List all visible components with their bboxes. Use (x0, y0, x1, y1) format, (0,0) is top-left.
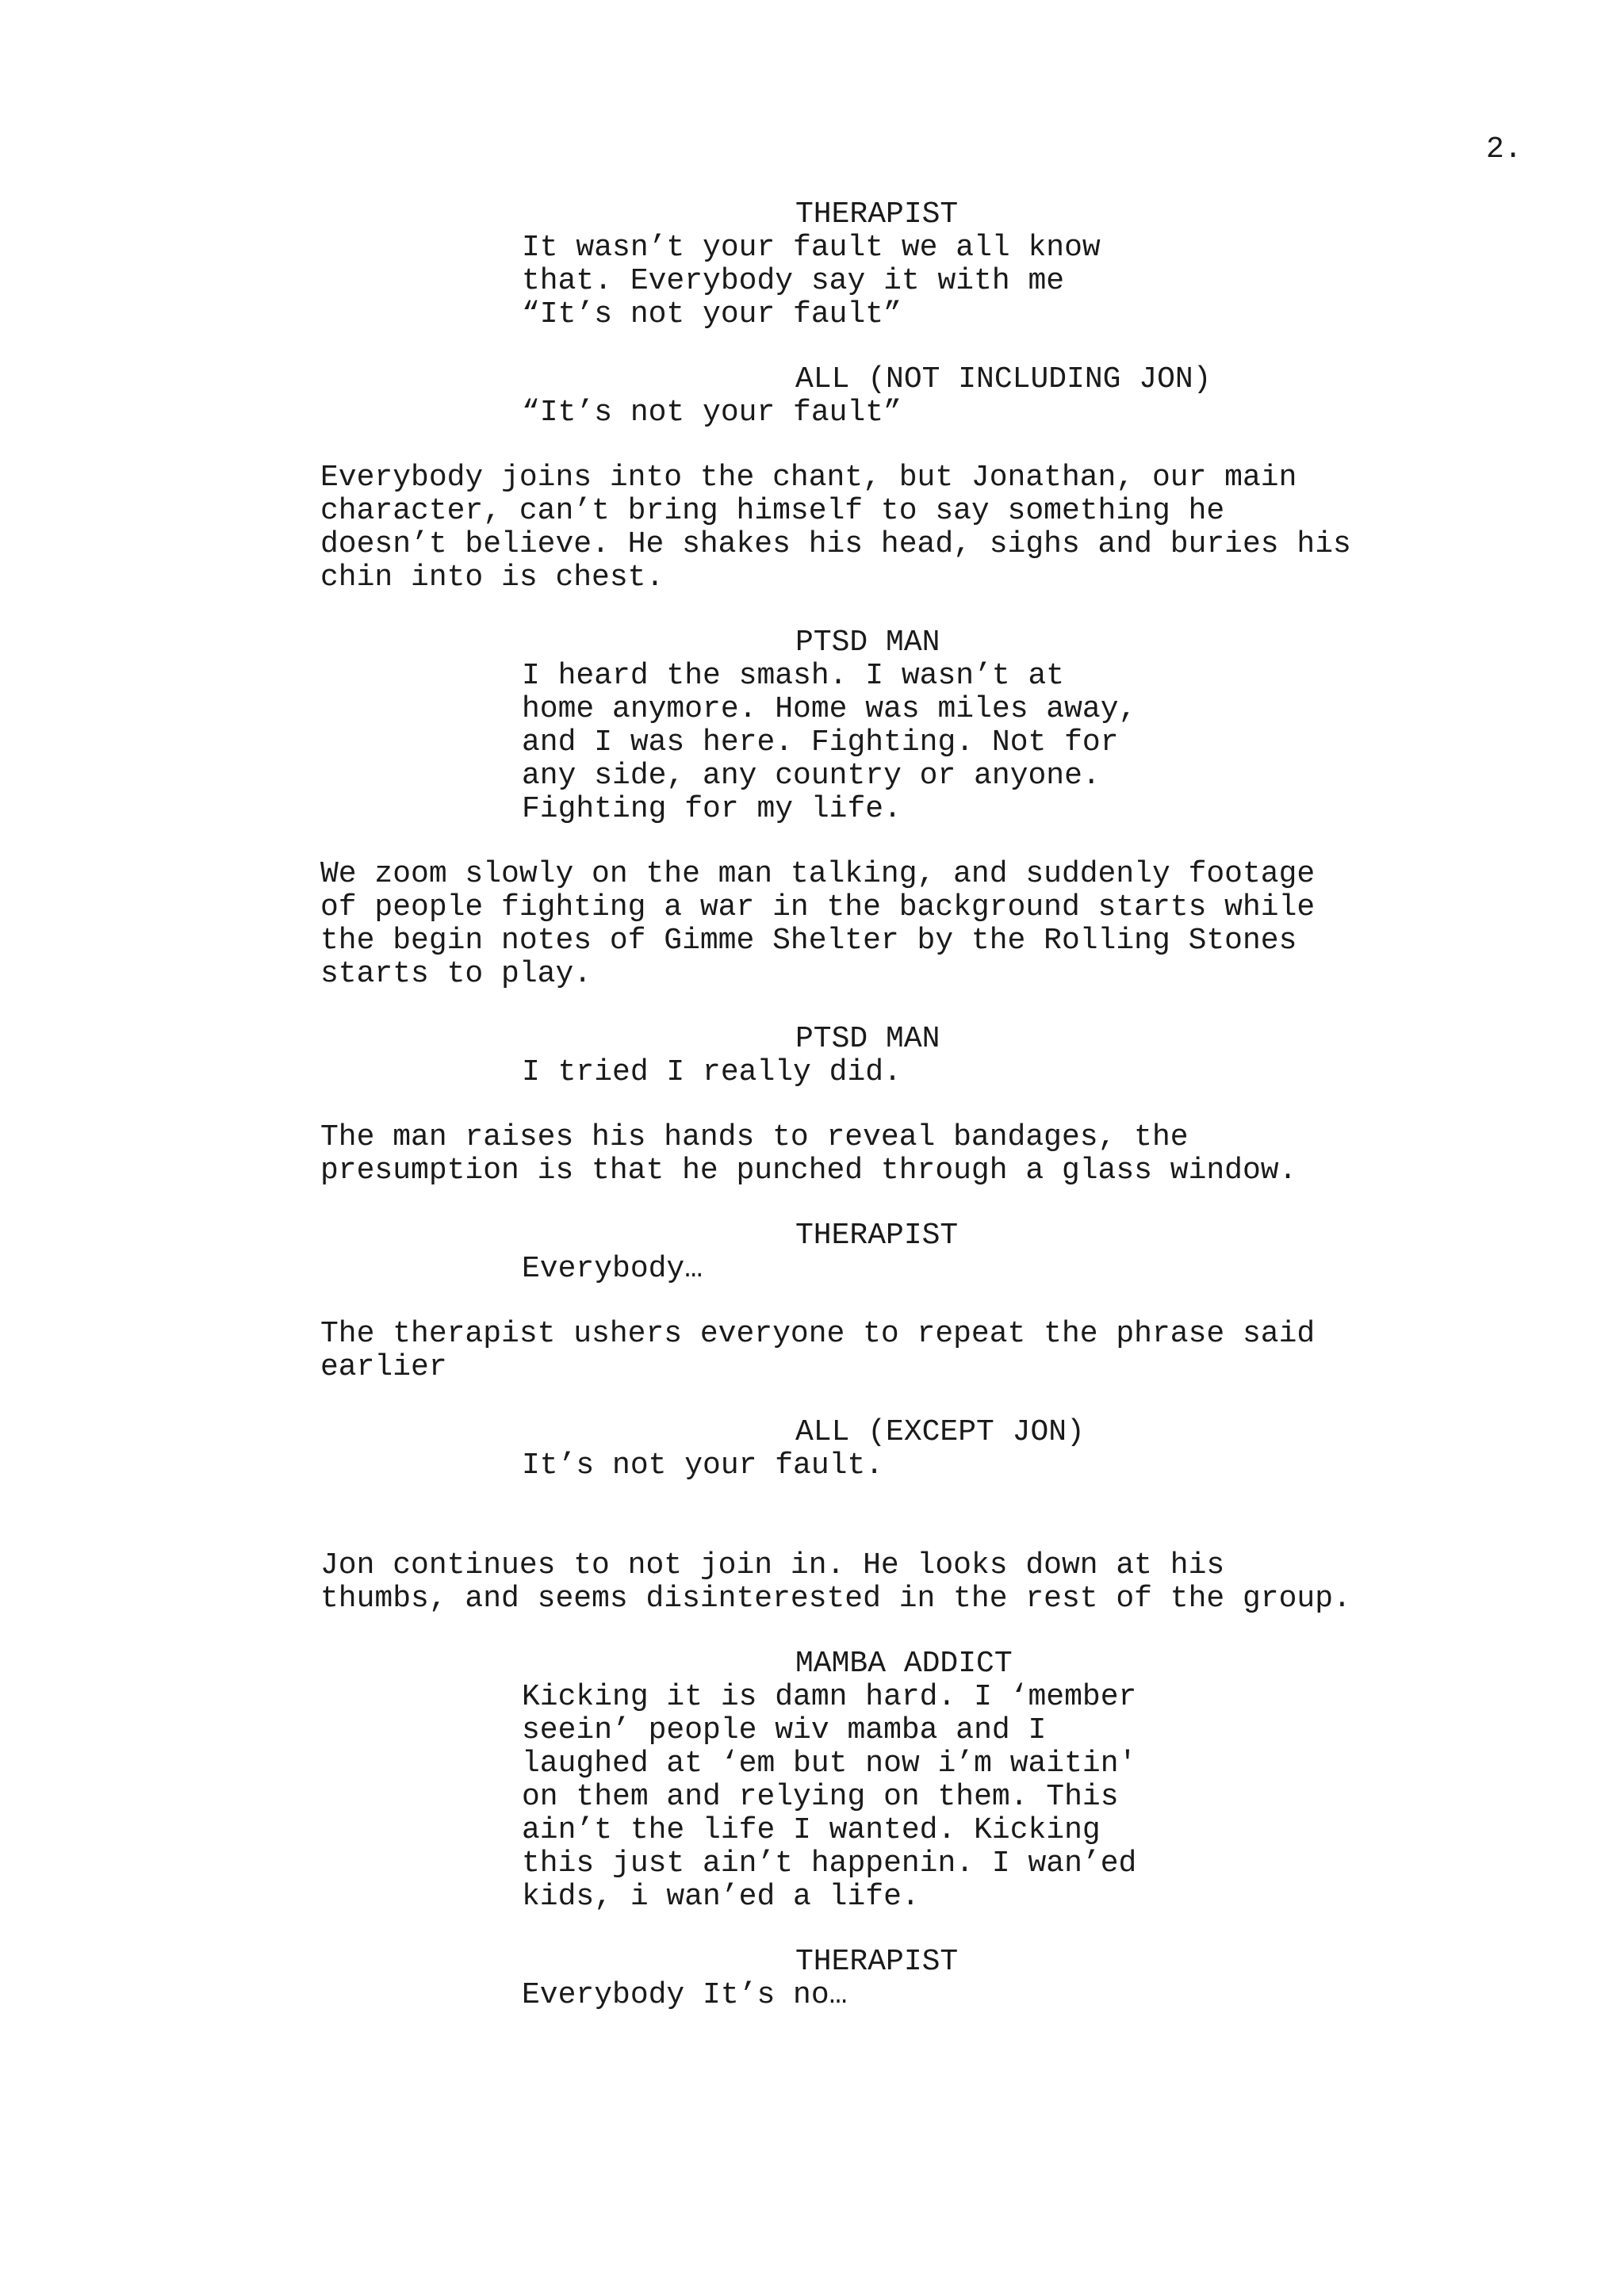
character-name: MAMBA ADDICT (795, 1647, 1013, 1681)
character-name: THERAPIST (795, 1219, 959, 1253)
dialogue: Everybody It’s no… (522, 1978, 848, 2012)
dialogue: Everybody… (522, 1252, 703, 1286)
action-line: We zoom slowly on the man talking, and suddenly footage of people fighting a war in the background starts while the begin notes of Gimme Shelter by the Rolling Stones starts to play. (320, 857, 1316, 991)
character-name: THERAPIST (795, 1945, 959, 1979)
action-line: Jon continues to not join in. He looks down at his thumbs, and seems disinterested in the rest of the group. (320, 1548, 1351, 1616)
character-name: ALL (NOT INCLUDING JON) (795, 362, 1212, 396)
dialogue: I heard the smash. I wasn’t at home anymore. Home was miles away, and I was here. Fighting. Not for any side, any country or anyone. Fighting for my life. (522, 659, 1137, 826)
character-name: THERAPIST (795, 197, 959, 232)
dialogue: “It’s not your fault” (522, 396, 902, 430)
dialogue: Kicking it is damn hard. I ‘member seein’ people wiv mamba and I laughed at ‘em but now i’m waitin' on them and relying on them. This ain’t the life I wanted. Kicking this just ain’t happenin. I wan’ed kids, i wan’ed a life. (522, 1680, 1137, 1914)
page-number: 2. (1486, 132, 1522, 166)
action-line: The therapist ushers everyone to repeat the phrase said earlier (320, 1317, 1316, 1384)
action-line: The man raises his hands to reveal bandages, the presumption is that he punched through a glass window. (320, 1120, 1297, 1188)
dialogue: I tried I really did. (522, 1055, 902, 1089)
dialogue: It’s not your fault. (522, 1448, 884, 1483)
action-line: Everybody joins into the chant, but Jonathan, our main character, can’t bring himself to say something he doesn’t believe. He shakes his head, sighs and buries his chin into is chest. (320, 461, 1351, 595)
character-name: PTSD MAN (795, 1022, 940, 1056)
screenplay-page (0, 198, 1624, 2012)
character-name: ALL (EXCEPT JON) (795, 1415, 1085, 1449)
dialogue: It wasn’t your fault we all know that. Everybody say it with me “It’s not your fault” (522, 231, 1101, 331)
character-name: PTSD MAN (795, 626, 940, 660)
